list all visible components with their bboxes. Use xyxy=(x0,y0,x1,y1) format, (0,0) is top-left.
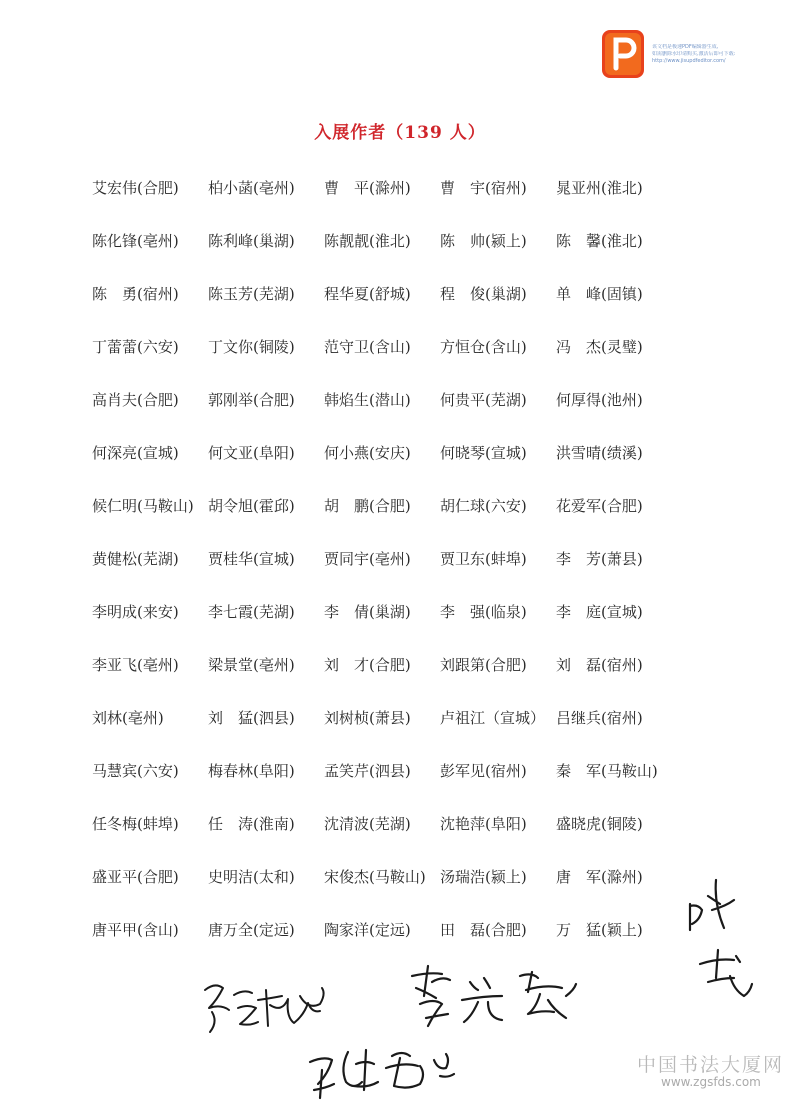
watermark-url: www.zgsfds.com xyxy=(661,1075,761,1089)
page-title: 入展作者（139 人） xyxy=(314,123,486,143)
author-row xyxy=(92,918,712,971)
author-entry: 卢祖江（宣城） xyxy=(440,709,546,727)
author-row xyxy=(92,335,712,388)
author-entry: 黄健松(芜湖) xyxy=(92,550,179,568)
author-entry: 梁景堂(亳州) xyxy=(208,656,295,674)
author-row xyxy=(92,229,712,282)
author-entry: 方恒仓(含山) xyxy=(440,338,527,356)
author-entry: 马慧宾(六安) xyxy=(92,762,179,780)
author-entry: 万 猛(颖上) xyxy=(556,921,643,939)
author-entry: 冯 杰(灵璧) xyxy=(556,338,643,356)
pdf-editor-note-line: 如需删除水印请购买,激活后即可下载: xyxy=(652,51,736,57)
author-entry: 刘 磊(宿州) xyxy=(556,656,643,674)
author-row xyxy=(92,176,712,229)
author-entry: 贾同宇(亳州) xyxy=(324,550,411,568)
handwritten-signature-2 xyxy=(412,966,576,1026)
author-entry: 陈化锋(亳州) xyxy=(92,232,179,250)
author-entry: 彭军见(宿州) xyxy=(440,762,527,780)
author-entry: 范守卫(含山) xyxy=(324,338,411,356)
handwritten-signature-4 xyxy=(310,1050,454,1098)
author-entry: 丁蕾蕾(六安) xyxy=(92,338,179,356)
author-entry: 曹 宇(宿州) xyxy=(440,179,527,197)
author-entry: 陈利峰(巢湖) xyxy=(208,232,295,250)
author-entry: 刘树桢(萧县) xyxy=(324,709,411,727)
author-entry: 盛晓虎(铜陵) xyxy=(556,815,643,833)
handwritten-signature-1 xyxy=(205,985,324,1032)
author-row xyxy=(92,494,712,547)
pdf-editor-note-line: 该文档是极速PDF编辑器生成, xyxy=(652,44,719,50)
author-entry: 陈靓靓(淮北) xyxy=(324,232,411,250)
author-entry: 梅春林(阜阳) xyxy=(208,762,295,780)
author-entry: 任冬梅(蚌埠) xyxy=(92,815,179,833)
author-entry: 李七霞(芜湖) xyxy=(208,603,295,621)
author-entry: 何厚得(池州) xyxy=(556,391,643,409)
author-entry: 何深亮(宣城) xyxy=(92,444,179,462)
author-entry: 秦 军(马鞍山) xyxy=(556,762,658,780)
author-row xyxy=(92,600,712,653)
author-entry: 曹 平(滁州) xyxy=(324,179,411,197)
author-entry: 郭刚举(合肥) xyxy=(208,391,295,409)
pdf-editor-note-link[interactable]: http://www.jisupdfeditor.com/ xyxy=(652,58,726,64)
author-entry: 史明洁(太和) xyxy=(208,868,295,886)
author-entry: 李亚飞(亳州) xyxy=(92,656,179,674)
author-entry: 胡 鹏(合肥) xyxy=(324,497,411,515)
author-entry: 洪雪晴(绩溪) xyxy=(556,444,643,462)
author-entry: 沈清波(芜湖) xyxy=(324,815,411,833)
author-entry: 盛亚平(合肥) xyxy=(92,868,179,886)
author-entry: 陈 勇(宿州) xyxy=(92,285,179,303)
author-row xyxy=(92,547,712,600)
author-entry: 任 涛(淮南) xyxy=(208,815,295,833)
author-entry: 晁亚州(淮北) xyxy=(556,179,643,197)
author-entry: 胡仁球(六安) xyxy=(440,497,527,515)
author-row xyxy=(92,653,712,706)
author-entry: 陶家洋(定远) xyxy=(324,921,411,939)
author-entry: 单 峰(固镇) xyxy=(556,285,643,303)
author-entry: 陈玉芳(芜湖) xyxy=(208,285,295,303)
author-entry: 柏小菡(亳州) xyxy=(208,179,295,197)
author-entry: 刘跟第(合肥) xyxy=(440,656,527,674)
author-entry: 唐万全(定远) xyxy=(208,921,295,939)
author-entry: 李 庭(宣城) xyxy=(556,603,643,621)
author-entry: 陈 帅(颍上) xyxy=(440,232,527,250)
author-entry: 程 俊(巢湖) xyxy=(440,285,527,303)
author-row xyxy=(92,282,712,335)
watermark xyxy=(637,1050,797,1089)
author-entry: 唐 军(滁州) xyxy=(556,868,643,886)
author-entry: 贾卫东(蚌埠) xyxy=(440,550,527,568)
author-entry: 胡令旭(霍邱) xyxy=(208,497,295,515)
author-row xyxy=(92,759,712,812)
author-entry: 何晓琴(宣城) xyxy=(440,444,527,462)
pdf-editor-note xyxy=(652,44,792,65)
author-entry: 何文亚(阜阳) xyxy=(208,444,295,462)
author-entry: 刘 才(合肥) xyxy=(324,656,411,674)
author-entry: 丁文你(铜陵) xyxy=(208,338,295,356)
author-row xyxy=(92,812,712,865)
author-entry: 候仁明(马鞍山) xyxy=(92,497,194,515)
author-entry: 韩焰生(潜山) xyxy=(324,391,411,409)
author-entry: 程华夏(舒城) xyxy=(324,285,411,303)
author-entry: 贾桂华(宣城) xyxy=(208,550,295,568)
pdf-app-logo-icon xyxy=(600,28,646,80)
author-entry: 李 芳(萧县) xyxy=(556,550,643,568)
author-entry: 沈艳萍(阜阳) xyxy=(440,815,527,833)
author-entry: 孟笑芹(泗县) xyxy=(324,762,411,780)
author-entry: 唐平甲(含山) xyxy=(92,921,179,939)
author-entry: 李明成(来安) xyxy=(92,603,179,621)
author-entry: 吕继兵(宿州) xyxy=(556,709,643,727)
author-entry: 陈 馨(淮北) xyxy=(556,232,643,250)
author-entry: 何贵平(芜湖) xyxy=(440,391,527,409)
author-row xyxy=(92,441,712,494)
author-entry: 高肖夫(合肥) xyxy=(92,391,179,409)
author-list xyxy=(92,176,712,971)
author-row xyxy=(92,706,712,759)
author-entry: 何小燕(安庆) xyxy=(324,444,411,462)
author-entry: 李 倩(巢湖) xyxy=(324,603,411,621)
author-row xyxy=(92,865,712,918)
author-entry: 汤瑞浩(颍上) xyxy=(440,868,527,886)
author-entry: 田 磊(合肥) xyxy=(440,921,527,939)
author-entry: 艾宏伟(合肥) xyxy=(92,179,179,197)
author-row xyxy=(92,388,712,441)
watermark-site-name: 中国书法大厦网 xyxy=(637,1054,785,1076)
author-entry: 刘林(亳州) xyxy=(92,709,164,727)
author-entry: 宋俊杰(马鞍山) xyxy=(324,868,426,886)
author-entry: 李 强(临泉) xyxy=(440,603,527,621)
author-entry: 花爱军(合肥) xyxy=(556,497,643,515)
author-entry: 刘 猛(泗县) xyxy=(208,709,295,727)
